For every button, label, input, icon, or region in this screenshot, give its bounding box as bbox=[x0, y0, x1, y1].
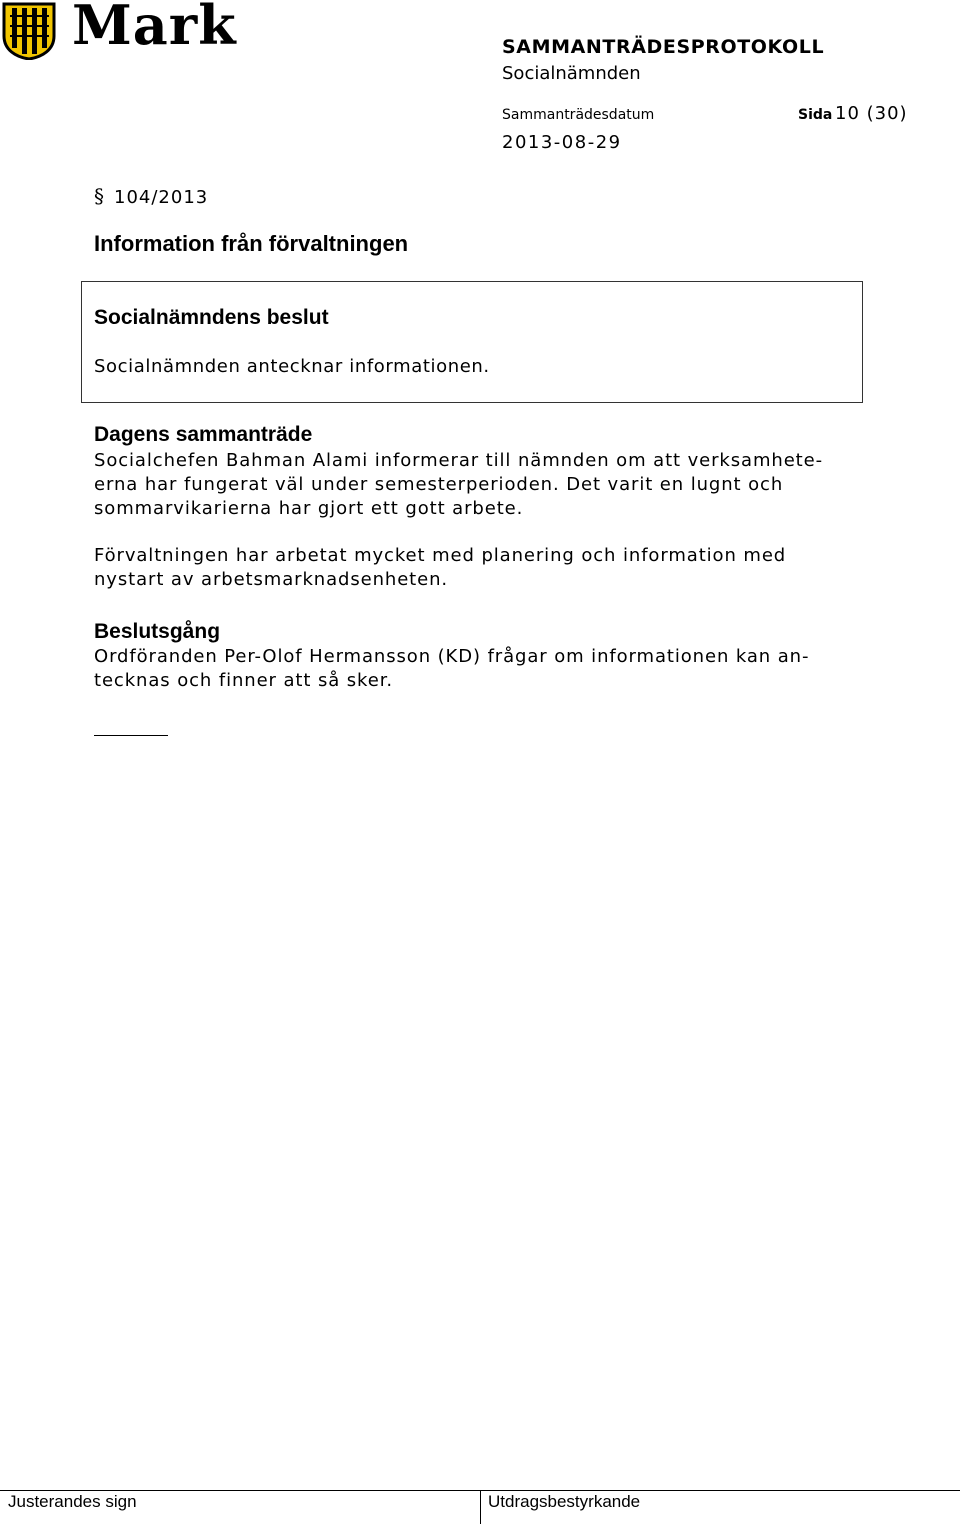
logo-wordmark: Mark bbox=[72, 0, 237, 57]
paragraph-symbol: § bbox=[94, 184, 104, 208]
meeting-date: 2013-08-29 bbox=[502, 132, 622, 153]
meeting-paragraph1-line: sommarvikarierna har gjort ett gott arbete. bbox=[94, 498, 524, 519]
meeting-paragraph1-line: erna har fungerat väl under semesterperioden. Det varit en lugnt och bbox=[94, 474, 784, 495]
page-label: Sida bbox=[798, 107, 833, 123]
case-number: 104/2013 bbox=[114, 187, 209, 208]
coat-of-arms-icon bbox=[2, 2, 56, 60]
meeting-paragraph2-line: nystart av arbetsmarknadsenheten. bbox=[94, 569, 449, 590]
document-type: SAMMANTRÄDESPROTOKOLL bbox=[502, 36, 825, 58]
procedure-line: tecknas och finner att så sker. bbox=[94, 670, 393, 691]
procedure-heading: Beslutsgång bbox=[94, 620, 221, 643]
page-number: 10 (30) bbox=[835, 103, 908, 124]
committee-name: Socialnämnden bbox=[502, 63, 641, 84]
decision-text: Socialnämnden antecknar informationen. bbox=[94, 356, 490, 377]
decision-box bbox=[81, 281, 863, 403]
signature-field-label: Justerandes sign bbox=[8, 1492, 137, 1511]
meeting-heading: Dagens sammanträde bbox=[94, 423, 313, 446]
meeting-paragraph1-line: Socialchefen Bahman Alami informerar till nämnden om att verksamhete- bbox=[94, 450, 824, 471]
municipality-logo bbox=[0, 0, 240, 62]
meeting-paragraph2-line: Förvaltningen har arbetat mycket med planering och information med bbox=[94, 545, 787, 566]
meeting-date-label: Sammanträdesdatum bbox=[502, 107, 655, 123]
footer-divider bbox=[480, 1490, 481, 1524]
procedure-line: Ordföranden Per-Olof Hermansson (KD) frågar om informationen kan an- bbox=[94, 646, 810, 667]
section-separator bbox=[94, 735, 168, 736]
section-title: Information från förvaltningen bbox=[94, 231, 409, 256]
decision-heading: Socialnämndens beslut bbox=[94, 306, 329, 329]
certification-field-label: Utdragsbestyrkande bbox=[488, 1492, 641, 1511]
